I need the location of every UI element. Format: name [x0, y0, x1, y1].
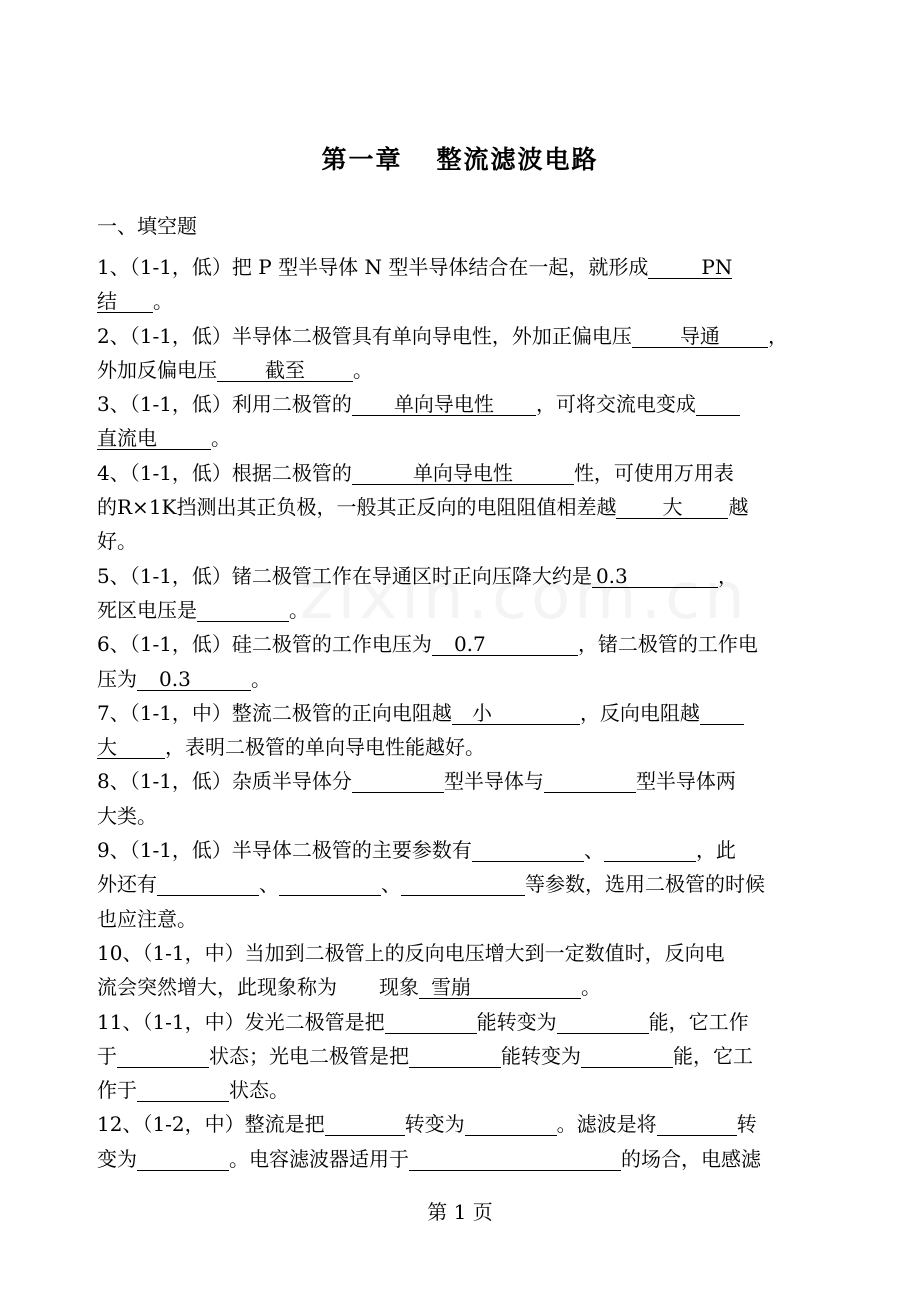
answer-blank	[197, 599, 289, 622]
answer-blank	[581, 1045, 673, 1068]
question-6-cont: 压为 0.3 。	[97, 666, 271, 691]
question-10: 10、（1-1，中）当加到二极管上的反向电压增大到一定数值时，反向电	[97, 940, 725, 965]
question-3: 3、（1-1，低）利用二极管的 单向导电性 ，可将交流电变成	[97, 387, 822, 421]
question-11-cont: 于 状态；光电二极管是把 能转变为 能，它工	[97, 1043, 753, 1068]
question-9-cont: 外还有 、 、 等参数，选用二极管的时候	[97, 872, 765, 897]
question-8: 8、（1-1，低）杂质半导体分 型半导体与 型半导体两	[97, 769, 736, 794]
question-9: 9、（1-1，低）半导体二极管的主要参数有 、 ，此	[97, 838, 736, 863]
question-10-cont: 流会突然增大，此现象称为 现象 雪崩 。	[97, 975, 601, 1000]
question-6: 6、（1-1，低）硅二极管的工作电压为 0.7 ，锗二极管的工作电	[97, 632, 758, 657]
section-heading: 一、填空题	[97, 214, 197, 238]
page-title	[0, 140, 920, 176]
answer-blank: 结	[97, 290, 153, 313]
answer-blank	[117, 1045, 209, 1068]
answer-blank	[465, 1113, 557, 1136]
question-4: 4、（1-1，低）根据二极管的 单向导电性 性，可使用万用表	[97, 460, 734, 485]
answer-blank	[157, 873, 259, 896]
question-7-cont: 大 ，表明二极管的单向导电性能越好。	[97, 735, 485, 760]
answer-blank: 0.7	[432, 633, 578, 656]
question-11: 11、（1-1，中）发光二极管是把 能转变为 能，它工作	[97, 1009, 749, 1034]
answer-blank: 0.3	[137, 668, 251, 691]
answer-blank	[604, 839, 696, 862]
question-8-cont: 大类。	[97, 803, 157, 828]
answer-blank	[279, 873, 381, 896]
answer-blank: 单向导电性	[352, 393, 536, 416]
question-7: 7、（1-1，中）整流二极管的正向电阻越 小 ，反向电阻越	[97, 696, 822, 730]
answer-blank	[700, 702, 744, 725]
question-9-cont2: 也应注意。	[97, 906, 197, 931]
answer-blank	[137, 1079, 229, 1102]
answer-blank	[557, 1011, 649, 1034]
answer-blank: 截至	[217, 359, 353, 382]
question-3-cont: 直流电 。	[97, 426, 231, 451]
answer-blank: 雪崩	[419, 976, 581, 999]
question-2-cont: 外加反偏电压 截至 。	[97, 357, 373, 382]
chapter-number: 第一章	[321, 145, 403, 174]
page-number: 第 1 页	[427, 1200, 493, 1224]
answer-blank	[385, 1011, 477, 1034]
answer-blank	[696, 393, 740, 416]
question-4-cont2: 好。	[97, 529, 137, 554]
answer-blank	[409, 1045, 501, 1068]
answer-blank: 导通	[632, 325, 768, 348]
answer-blank: 直流电	[97, 427, 211, 450]
answer-blank: 小	[452, 702, 580, 725]
answer-blank	[325, 1113, 405, 1136]
question-12-cont: 变为 。电容滤波器适用于 的场合，电感滤	[97, 1146, 761, 1171]
answer-blank	[352, 770, 444, 793]
answer-blank: 0.3	[592, 565, 718, 588]
question-1-cont: 结 。	[97, 289, 173, 314]
answer-blank	[657, 1113, 737, 1136]
answer-blank	[472, 839, 584, 862]
question-4-cont: 的R×1K挡测出其正负极，一般其正反向的电阻阻值相差越 大 越	[97, 495, 749, 520]
answer-blank	[409, 1148, 621, 1171]
answer-blank	[137, 1148, 229, 1171]
answer-blank: 大	[97, 736, 165, 759]
chapter-name: 整流滤波电路	[436, 145, 599, 174]
answer-blank: 大	[616, 496, 728, 519]
question-1: 1、（1-1，低）把 P 型半导体 N 型半导体结合在一起，就形成 PN	[97, 255, 733, 279]
answer-blank: 单向导电性	[352, 462, 574, 485]
question-5: 5、（1-1，低）锗二极管工作在导通区时正向压降大约是 0.3 ，	[97, 563, 738, 588]
question-11-cont2: 作于 状态。	[97, 1078, 289, 1103]
answer-blank	[544, 770, 636, 793]
question-12: 12、（1-2，中）整流是把 转变为 。滤波是将 转	[97, 1112, 757, 1137]
question-list	[97, 250, 822, 1176]
answer-blank: PN	[648, 256, 732, 279]
question-2: 2、（1-1，低）半导体二极管具有单向导电性，外加正偏电压 导通 ，	[97, 323, 788, 348]
answer-blank	[401, 873, 525, 896]
question-5-cont: 死区电压是 。	[97, 597, 309, 622]
